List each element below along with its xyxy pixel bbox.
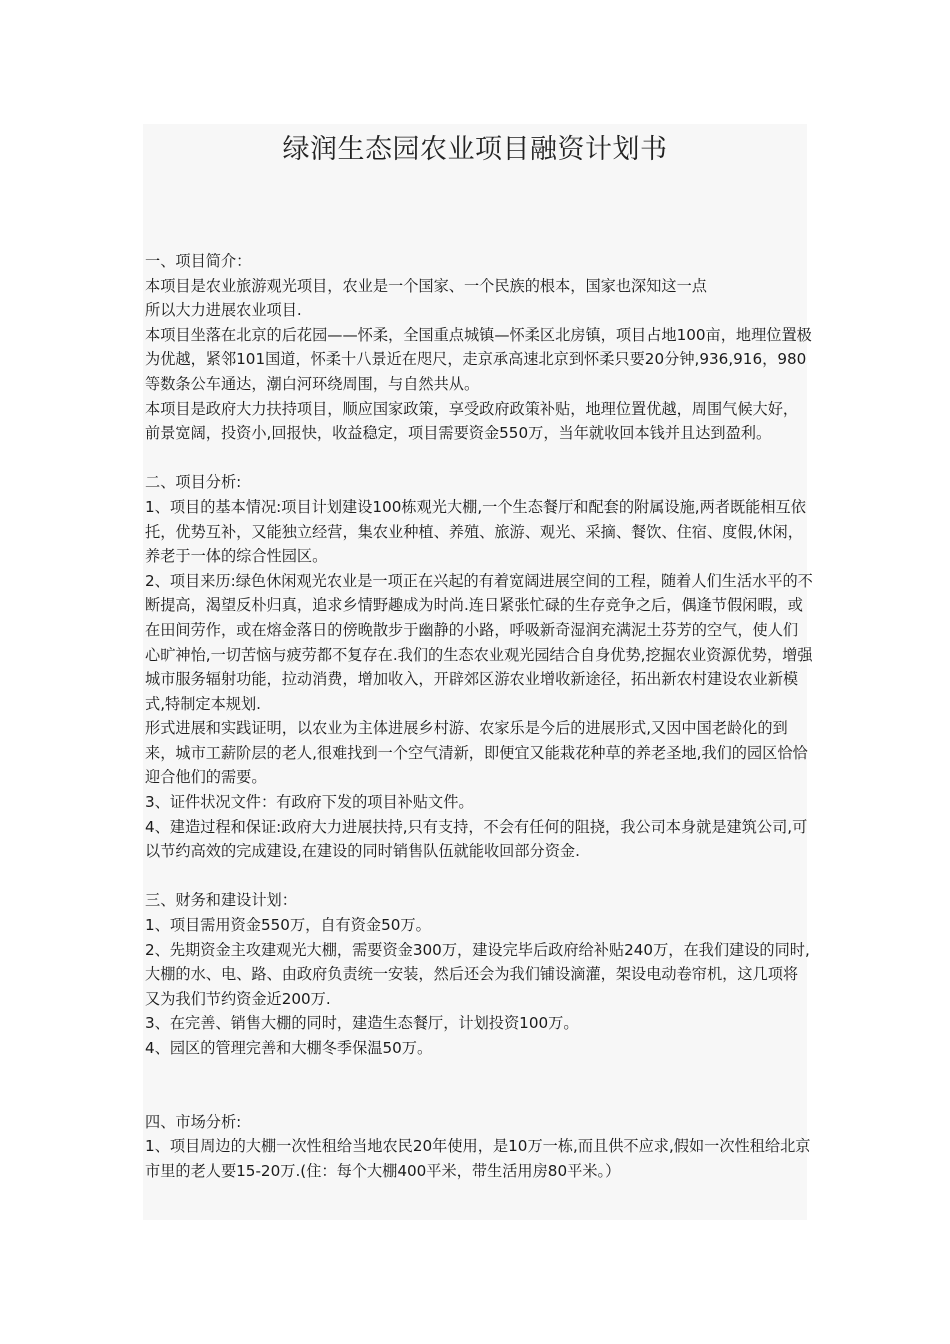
paragraph: 1、项目需用资金550万，自有资金50万。 (145, 916, 431, 935)
paragraph: 4、建造过程和保证:政府大力进展扶持,只有支持，不会有任何的阻挠，我公司本身就是建筑公司,可以节约高效的完成建设,在建设的同时销售队伍就能收回部分资金. (145, 817, 808, 861)
paragraph: 3、在完善、销售大棚的同时，建造生态餐厅，计划投资100万。 (145, 1014, 579, 1033)
section-heading: 二、项目分析: (145, 473, 242, 492)
spacer (145, 864, 813, 889)
spacer (145, 1061, 813, 1110)
paragraph: 所以大力进展农业项目. (145, 301, 302, 320)
paragraph: 本项目坐落在北京的后花园——怀柔，全国重点城镇—怀柔区北房镇，项目占地100亩，地理位置极为优越，紧邻101国道，怀柔十八景近在咫尺，走京承高速北京到怀柔只要20分钟,936,916，980等数条公车通达，潮白河环绕周围，与自然共从。 (145, 325, 812, 393)
spacer (145, 446, 813, 471)
paragraph: 4、园区的管理完善和大棚冬季保温50万。 (145, 1039, 433, 1057)
paragraph: 2、先期资金主攻建观光大棚，需要资金300万，建设完毕后政府给补贴240万，在我们建设的同时,大棚的水、电、路、由政府负责统一安装，然后还会为我们铺设滴灌，架设电动卷帘机，这几项将又为我们节约资金近200万. (145, 940, 810, 1008)
paragraph: 1、项目周边的大棚一次性租给当地农民20年使用，是10万一栋,而且供不应求,假如一次性租给北京市里的老人要15-20万.(住：每个大棚400平米，带生活用房80平米。） (145, 1137, 811, 1180)
section-heading: 一、项目简介： (145, 252, 252, 270)
paragraph: 2、项目来历:绿色休闲观光农业是一项正在兴起的有着宽阔进展空间的工程，随着人们生活水平的不断提高，渴望反朴归真，追求乡情野趣成为时尚.连日紧张忙碌的生存竞争之后，偶逢节假闲暇，或在田间劳作，或在熔金落日的傍晚散步于幽静的小路，呼吸新奇湿润充满泥土芬芳的空气，使人们心旷神怡,一切苦恼与疲劳都不复存在.我们的生态农业观光园结合自身优势,挖掘农业资源优势，增强城市服务辐射功能，拉动消费，增加收入，开辟郊区游农业增收新途径，拓出新农村建设农业新模式,特制定本规划. (145, 571, 813, 713)
paragraph: 3、证件状况文件：有政府下发的项目补贴文件。 (145, 793, 474, 812)
section-heading: 四、市场分析: (145, 1112, 242, 1131)
paragraph: 1、项目的基本情况:项目计划建设100栋观光大棚,一个生态餐厅和配套的附属设施,两者既能相互依托，优势互补，又能独立经营，集农业种植、养殖、旅游、观光、采摘、餐饮、住宿、度假,休闲，养老于一体的综合性园区。 (145, 497, 806, 566)
section-heading: 三、财务和建设计划： (145, 891, 297, 910)
paragraph: 形式进展和实践证明，以农业为主体进展乡村游、农家乐是今后的进展形式,又因中国老龄化的到来，城市工薪阶层的老人,很难找到一个空气清新，即便宜又能栽花种草的养老圣地,我们的园区恰恰迎合他们的需要。 (145, 719, 808, 787)
paragraph: 本项目是农业旅游观光项目，农业是一个国家、一个民族的根本，国家也深知这一点 (145, 276, 707, 295)
document-title: 绿润生态园农业项目融资计划书 (282, 134, 668, 165)
document-body (145, 249, 813, 1184)
paragraph: 本项目是政府大力扶持项目，顺应国家政策，享受政府政策补贴，地理位置优越，周围气候大好，前景宽阔，投资小,回报快，收益稳定，项目需要资金550万，当年就收回本钱并且达到盈利。 (145, 399, 799, 443)
